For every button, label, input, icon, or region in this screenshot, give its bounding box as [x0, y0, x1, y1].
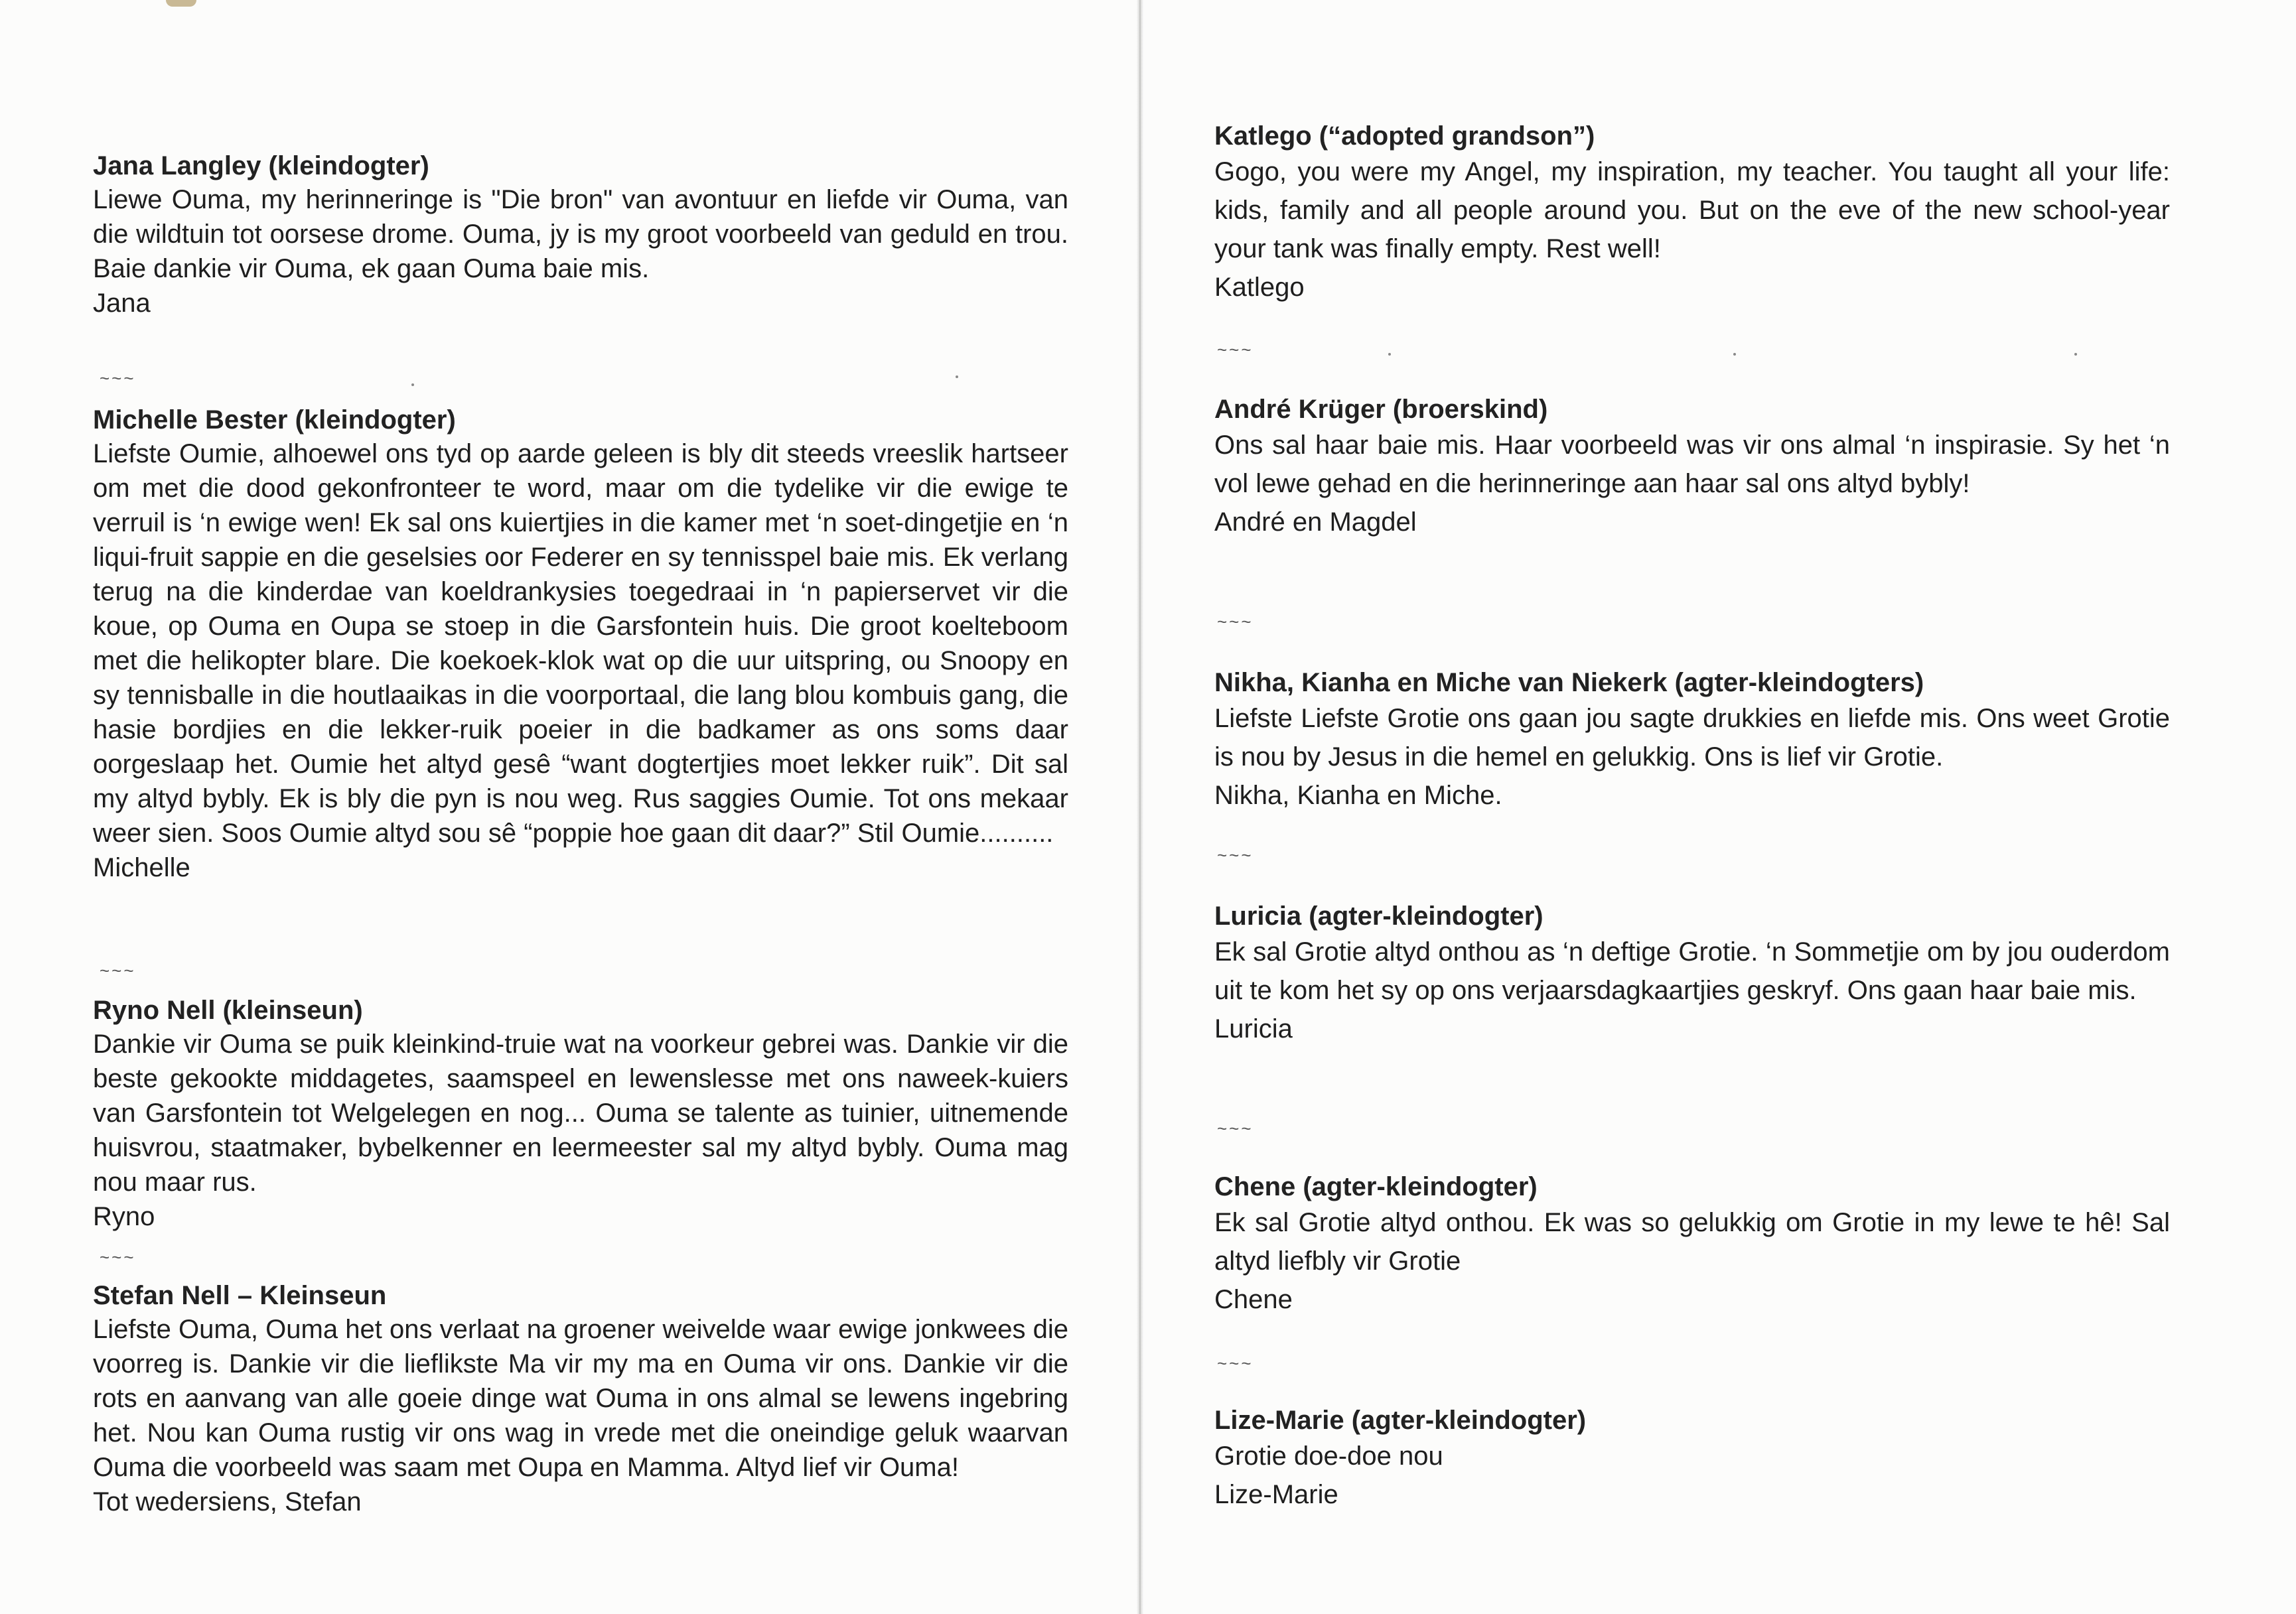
entry-body: Ek sal Grotie altyd onthou as ‘n deftige Grotie. ‘n Sommetjie om by jou ouderdom uit te kom het sy op ons verjaarsdagkaartjies geskryf. Ons gaan haar baie mis.	[1214, 937, 2170, 1005]
entry-signature: André en Magdel	[1214, 507, 1417, 537]
entry-heading: Stefan Nell – Kleinseun	[93, 1281, 387, 1310]
entry-separator: ~~~	[1217, 1353, 1254, 1373]
entry-separator: ~~~	[1217, 340, 1254, 360]
tribute-entry	[93, 994, 1068, 1234]
entry-body: Ons sal haar baie mis. Haar voorbeeld was vir ons almal ‘n inspirasie. Sy het ‘n vol lewe gehad en die herinneringe aan haar sal ons altyd bybly!	[1214, 431, 2170, 498]
tribute-entry	[93, 403, 1068, 885]
paper-speck	[1733, 353, 1736, 356]
entry-signature: Ryno	[93, 1202, 155, 1231]
tribute-entry	[1214, 900, 2170, 1048]
entry-signature: Nikha, Kianha en Miche.	[1214, 781, 1502, 810]
entry-body: Liefste Oumie, alhoewel ons tyd op aarde geleen is bly dit steeds vreeslik hartseer om met die dood gekonfronteer te word, maar om die tydelike vir die ewige te verruil is ‘n ewige wen! Ek sal ons kuiertjies in die kamer met ‘n soet-dingetjie en ‘n liqui-fruit sappie en die geselsies oor Federer en sy tennisspel baie mis. Ek verlang terug na die kinderdae van koeldrankysies toegedraai in ‘n papierservet vir die koue, op Ouma en Oupa se stoep in die Garsfontein huis. Die groot koelteboom met die helikopter blare. Die koekoek-klok wat op die uur uitspring, ou Snoopy en sy tennisballe in die houtlaaikas in die voorportaal, die lang blou kombuis gang, die hasie bordjies en die lekker-ruik poeier in die badkamer as ons soms daar oorgeslaap het. Oumie het altyd gesê “want dogtertjies moet lekker ruik”. Dit sal my altyd bybly. Ek is bly die pyn is nou weg. Rus saggies Oumie. Tot ons mekaar weer sien. Soos Oumie altyd sou sê “poppie hoe gaan dit daar?” Stil Oumie..........	[93, 439, 1068, 848]
entry-separator: ~~~	[1217, 612, 1254, 632]
entry-body: Liefste Liefste Grotie ons gaan jou sagte drukkies en liefde mis. Ons weet Grotie is nou by Jesus in die hemel en gelukkig. Ons is lief vir Grotie.	[1214, 704, 2170, 772]
tribute-entry	[1214, 119, 2170, 306]
entry-heading: Ryno Nell (kleinseun)	[93, 996, 363, 1025]
entry-signature: Michelle	[93, 853, 190, 882]
paper-speck	[1388, 353, 1391, 356]
entry-signature: Tot wedersiens, Stefan	[93, 1487, 362, 1516]
entry-body: Liefste Ouma, Ouma het ons verlaat na groener weivelde waar ewige jonkwees die voorreg is. Dankie vir die lieflikste Ma vir my ma en Ouma vir ons. Dankie vir die rots en aanvang van alle goeie dinge wat Ouma in ons almal se lewens ingebring het. Nou kan Ouma rustig vir ons wag in vrede met die oneindige geluk waarvan Ouma die voorbeeld was saam met Oupa en Mamma. Altyd lief vir Ouma!	[93, 1315, 1068, 1482]
entry-heading: Chene (agter-kleindogter)	[1214, 1172, 1538, 1201]
entry-body: Grotie doe-doe nou	[1214, 1442, 1443, 1471]
paper-speck	[411, 383, 414, 386]
entry-heading: Michelle Bester (kleindogter)	[93, 405, 456, 435]
entry-body: Ek sal Grotie altyd onthou. Ek was so gelukkig om Grotie in my lewe te hê! Sal altyd liefbly vir Grotie	[1214, 1208, 2170, 1276]
entry-heading: André Krüger (broerskind)	[1214, 395, 1548, 424]
entry-separator: ~~~	[100, 961, 136, 980]
tribute-entry	[1214, 1404, 2170, 1514]
paper-speck	[2074, 353, 2077, 356]
tribute-entry	[93, 149, 1068, 320]
entry-separator: ~~~	[100, 1247, 136, 1267]
entry-separator: ~~~	[1217, 845, 1254, 865]
tribute-entry	[93, 1279, 1068, 1519]
entry-heading: Nikha, Kianha en Miche van Niekerk (agter-kleindogters)	[1214, 668, 1924, 697]
entry-signature: Chene	[1214, 1285, 1293, 1314]
entry-heading: Katlego (“adopted grandson”)	[1214, 121, 1595, 151]
entry-separator: ~~~	[100, 368, 136, 388]
right-page	[1214, 0, 2170, 1614]
entry-signature: Luricia	[1214, 1014, 1293, 1043]
entry-heading: Jana Langley (kleindogter)	[93, 151, 429, 180]
tribute-entry	[1214, 393, 2170, 541]
entry-body: Dankie vir Ouma se puik kleinkind-truie wat na voorkeur gebrei was. Dankie vir die beste gekookte middagetes, saamspeel en lewenslesse met ons naweek-kuiers van Garsfontein tot Welgelegen en nog... Ouma se talente as tuinier, uitnemende huisvrou, staatmaker, bybelkenner en leermeester sal my altyd bybly. Ouma mag nou maar rus.	[93, 1030, 1068, 1197]
entry-heading: Lize-Marie (agter-kleindogter)	[1214, 1406, 1587, 1435]
tribute-entry	[1214, 666, 2170, 815]
entry-signature: Katlego	[1214, 273, 1305, 302]
entry-signature: Lize-Marie	[1214, 1480, 1338, 1509]
tribute-entry	[1214, 1170, 2170, 1319]
entry-heading: Luricia (agter-kleindogter)	[1214, 902, 1543, 931]
entry-body: Liewe Ouma, my herinneringe is "Die bron" van avontuur en liefde vir Ouma, van die wildtuin tot oorsese drome. Ouma, jy is my groot voorbeeld van geduld en trou. Baie dankie vir Ouma, ek gaan Ouma baie mis.	[93, 185, 1068, 283]
page-fold	[1136, 0, 1144, 1614]
entry-separator: ~~~	[1217, 1118, 1254, 1138]
entry-signature: Jana	[93, 289, 151, 318]
left-page	[93, 0, 1068, 1614]
entry-body: Gogo, you were my Angel, my inspiration, my teacher. You taught all your life: kids, family and all people around you. But on the eve of the new school-year your tank was finally empty. Rest well!	[1214, 157, 2170, 263]
paper-speck	[956, 375, 958, 378]
